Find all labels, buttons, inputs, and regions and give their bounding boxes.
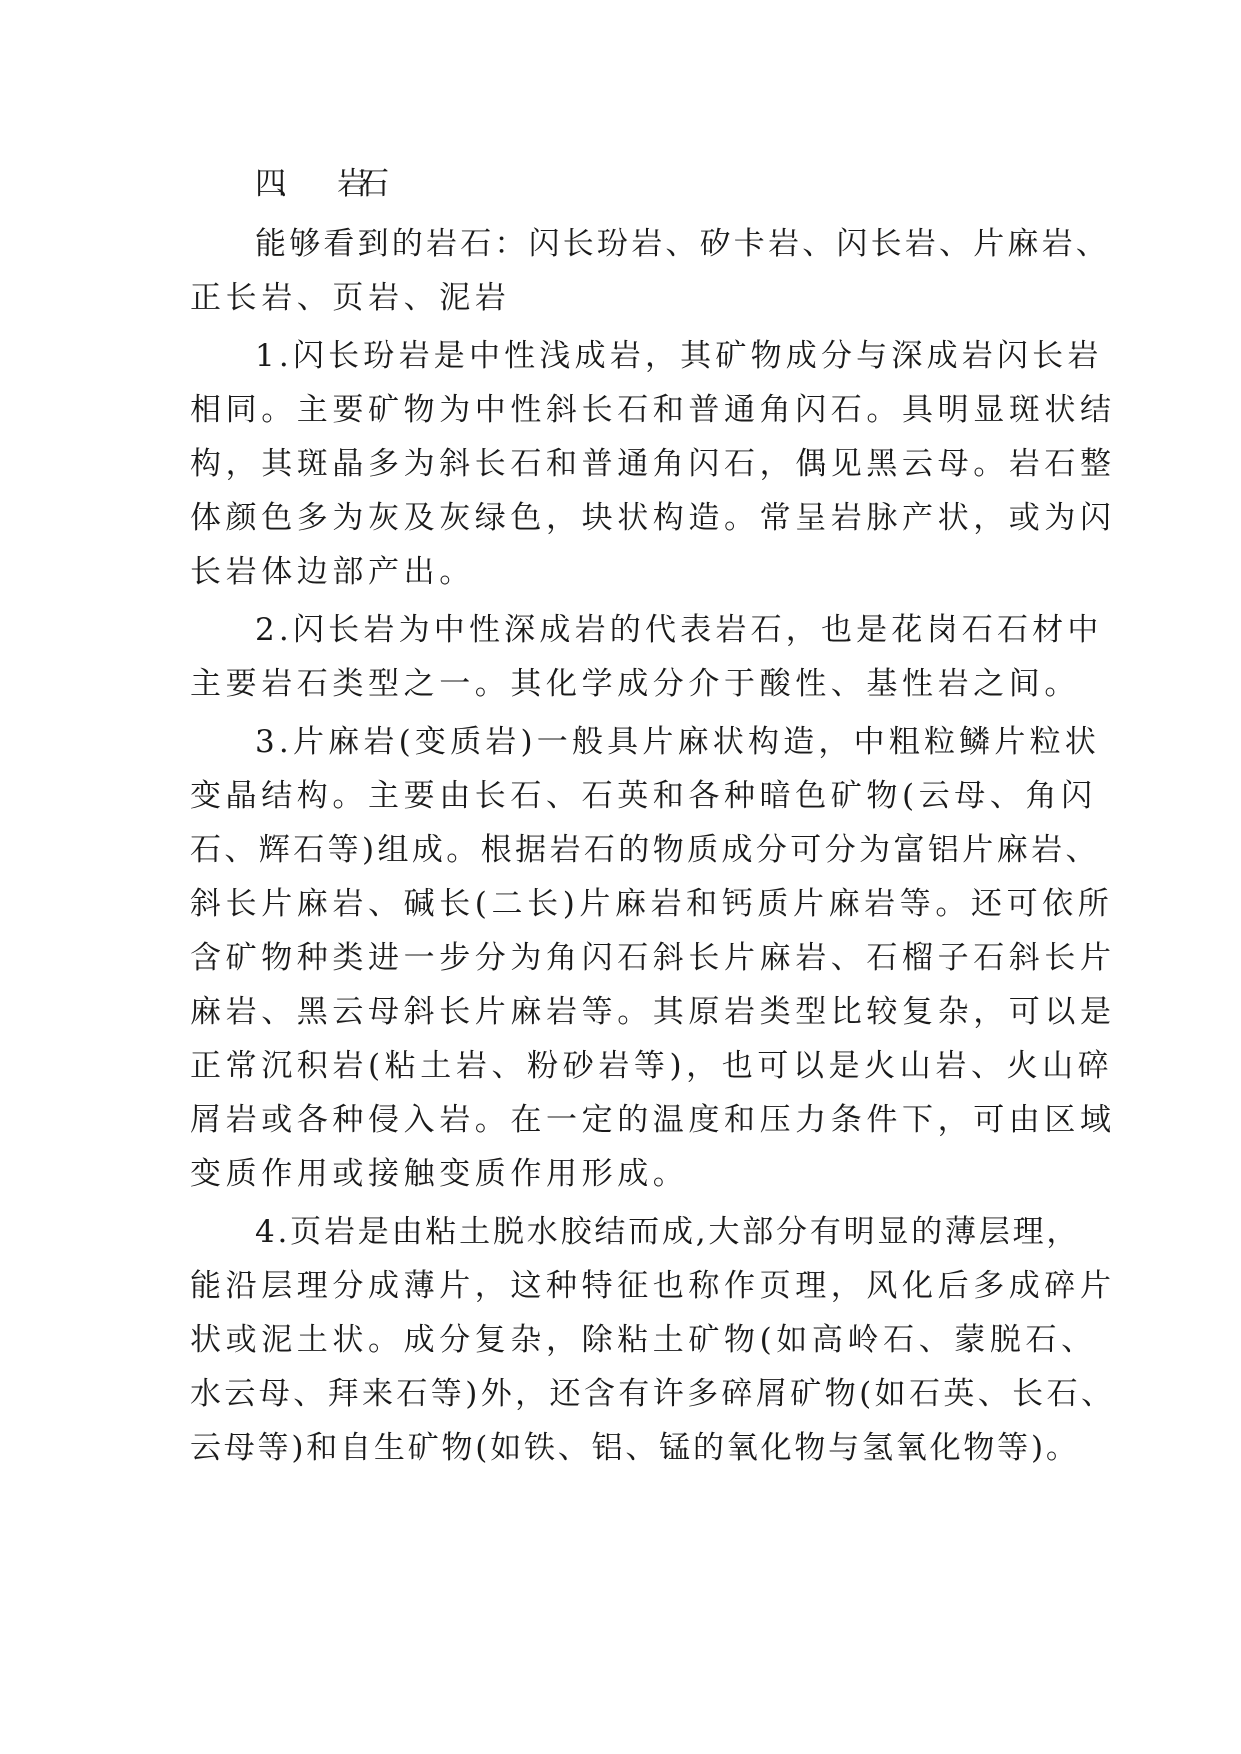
paragraph-intro-line-2: 正长岩、页岩、泥岩 bbox=[190, 280, 511, 316]
paragraph-1-line-2: 相同。主要矿物为中性斜长石和普通角闪石。具明显斑状结 bbox=[190, 392, 1116, 428]
paragraph-4-line-5: 云母等)和自生矿物(如铁、铝、锰的氧化物与氢氧化物等)。 bbox=[190, 1430, 1080, 1466]
section-heading bbox=[255, 158, 1155, 210]
paragraph-2-line-1: 2.闪长岩为中性深成岩的代表岩石，也是花岗石石材中 bbox=[255, 612, 1103, 648]
paragraph-intro-line-1: 能够看到的岩石：闪长玢岩、矽卡岩、闪长岩、片麻岩、 bbox=[255, 226, 1110, 262]
paragraph-3-line-3: 石、辉石等)组成。根据岩石的物质成分可分为富铝片麻岩、 bbox=[190, 832, 1100, 868]
paragraph-4-line-2: 能沿层理分成薄片，这种特征也称作页理，风化后多成碎片 bbox=[190, 1268, 1116, 1304]
paragraph-4-line-4: 水云母、拜来石等)外，还含有许多碎屑矿物(如石英、长石、 bbox=[190, 1376, 1116, 1412]
paragraph-3-line-7: 正常沉积岩(粘土岩、粉砂岩等)，也可以是火山岩、火山碎 bbox=[190, 1048, 1114, 1084]
paragraph-3-line-4: 斜长片麻岩、碱长(二长)片麻岩和钙质片麻岩等。还可依所 bbox=[190, 886, 1114, 922]
paragraph-1-line-1: 1.闪长玢岩是中性浅成岩，其矿物成分与深成岩闪长岩 bbox=[255, 338, 1103, 374]
paragraph-3-line-9: 变质作用或接触变质作用形成。 bbox=[190, 1156, 689, 1192]
paragraph-1-line-5: 长岩体边部产出。 bbox=[190, 554, 475, 590]
paragraph-1-line-3: 构，其斑晶多为斜长石和普通角闪石，偶见黑云母。岩石整 bbox=[190, 446, 1116, 482]
section-number: 四、 bbox=[255, 166, 297, 202]
paragraph-3-line-2: 变晶结构。主要由长石、石英和各种暗色矿物(云母、角闪 bbox=[190, 778, 1097, 814]
paragraph-2-line-2: 主要岩石类型之一。其化学成分介于酸性、基性岩之间。 bbox=[190, 666, 1080, 702]
paragraph-3-line-6: 麻岩、黑云母斜长片麻岩等。其原岩类型比较复杂，可以是 bbox=[190, 994, 1116, 1030]
paragraph-3-line-5: 含矿物种类进一步分为角闪石斜长片麻岩、石榴子石斜长片 bbox=[190, 940, 1116, 976]
paragraph-4-line-3: 状或泥土状。成分复杂，除粘土矿物(如高岭石、蒙脱石、 bbox=[190, 1322, 1097, 1358]
paragraph-3-line-8: 屑岩或各种侵入岩。在一定的温度和压力条件下，可由区域 bbox=[190, 1102, 1116, 1138]
section-title: 岩石 bbox=[337, 166, 379, 202]
paragraph-1-line-4: 体颜色多为灰及灰绿色，块状构造。常呈岩脉产状，或为闪 bbox=[190, 500, 1116, 536]
paragraph-4-line-1: 4.页岩是由粘土脱水胶结而成,大部分有明显的薄层理， bbox=[255, 1214, 1081, 1250]
paragraph-3-line-1: 3.片麻岩(变质岩)一般具片麻状构造，中粗粒鳞片粒状 bbox=[255, 724, 1100, 760]
